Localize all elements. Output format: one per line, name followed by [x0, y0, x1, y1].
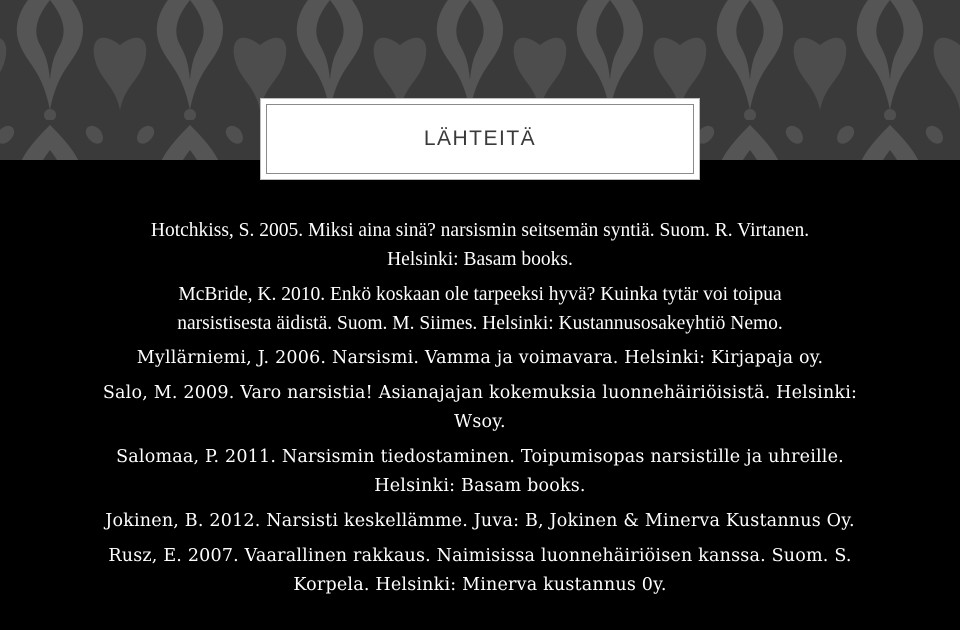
reference-line: Korpela. Helsinki: Minerva kustannus 0y.	[293, 575, 667, 595]
reference-item	[40, 216, 920, 274]
reference-line: McBride, K. 2010. Enkö koskaan ole tarpeeksi hyvä? Kuinka tytär voi toipua	[178, 284, 782, 305]
reference-line: Hotchkiss, S. 2005. Miksi aina sinä? narsismin seitsemän syntiä. Suom. R. Virtanen.	[150, 220, 810, 241]
reference-line: Salomaa, P. 2011. Narsismin tiedostaminen. Toipumisopas narsistille ja uhreille.	[116, 447, 844, 467]
title-box	[260, 98, 700, 180]
reference-line: Rusz, E. 2007. Vaarallinen rakkaus. Naimisissa luonnehäiriöisen kanssa. Suom. S.	[108, 546, 852, 566]
reference-line: Helsinki: Basam books.	[387, 249, 573, 270]
reference-line: Salo, M. 2009. Varo narsistia! Asianajajan kokemuksia luonnehäiriöisistä. Helsinki:	[102, 383, 858, 403]
references-list	[40, 216, 920, 606]
reference-line: Myllärniemi, J. 2006. Narsismi. Vamma ja voimavara. Helsinki: Kirjapaja oy.	[136, 348, 824, 368]
reference-item	[40, 507, 920, 536]
reference-line: Jokinen, B. 2012. Narsisti keskellämme. Juva: B, Jokinen & Minerva Kustannus Oy.	[105, 511, 855, 531]
slide-title: LÄHTEITÄ	[423, 127, 537, 150]
reference-item	[40, 280, 920, 338]
reference-item	[40, 379, 920, 437]
reference-item	[40, 344, 920, 373]
reference-item	[40, 542, 920, 600]
reference-line: Helsinki: Basam books.	[374, 476, 586, 496]
reference-line: Wsoy.	[454, 412, 506, 432]
reference-item	[40, 443, 920, 501]
reference-line: narsistisesta äidistä. Suom. M. Siimes. Helsinki: Kustannusosakeyhtiö Nemo.	[177, 313, 783, 334]
